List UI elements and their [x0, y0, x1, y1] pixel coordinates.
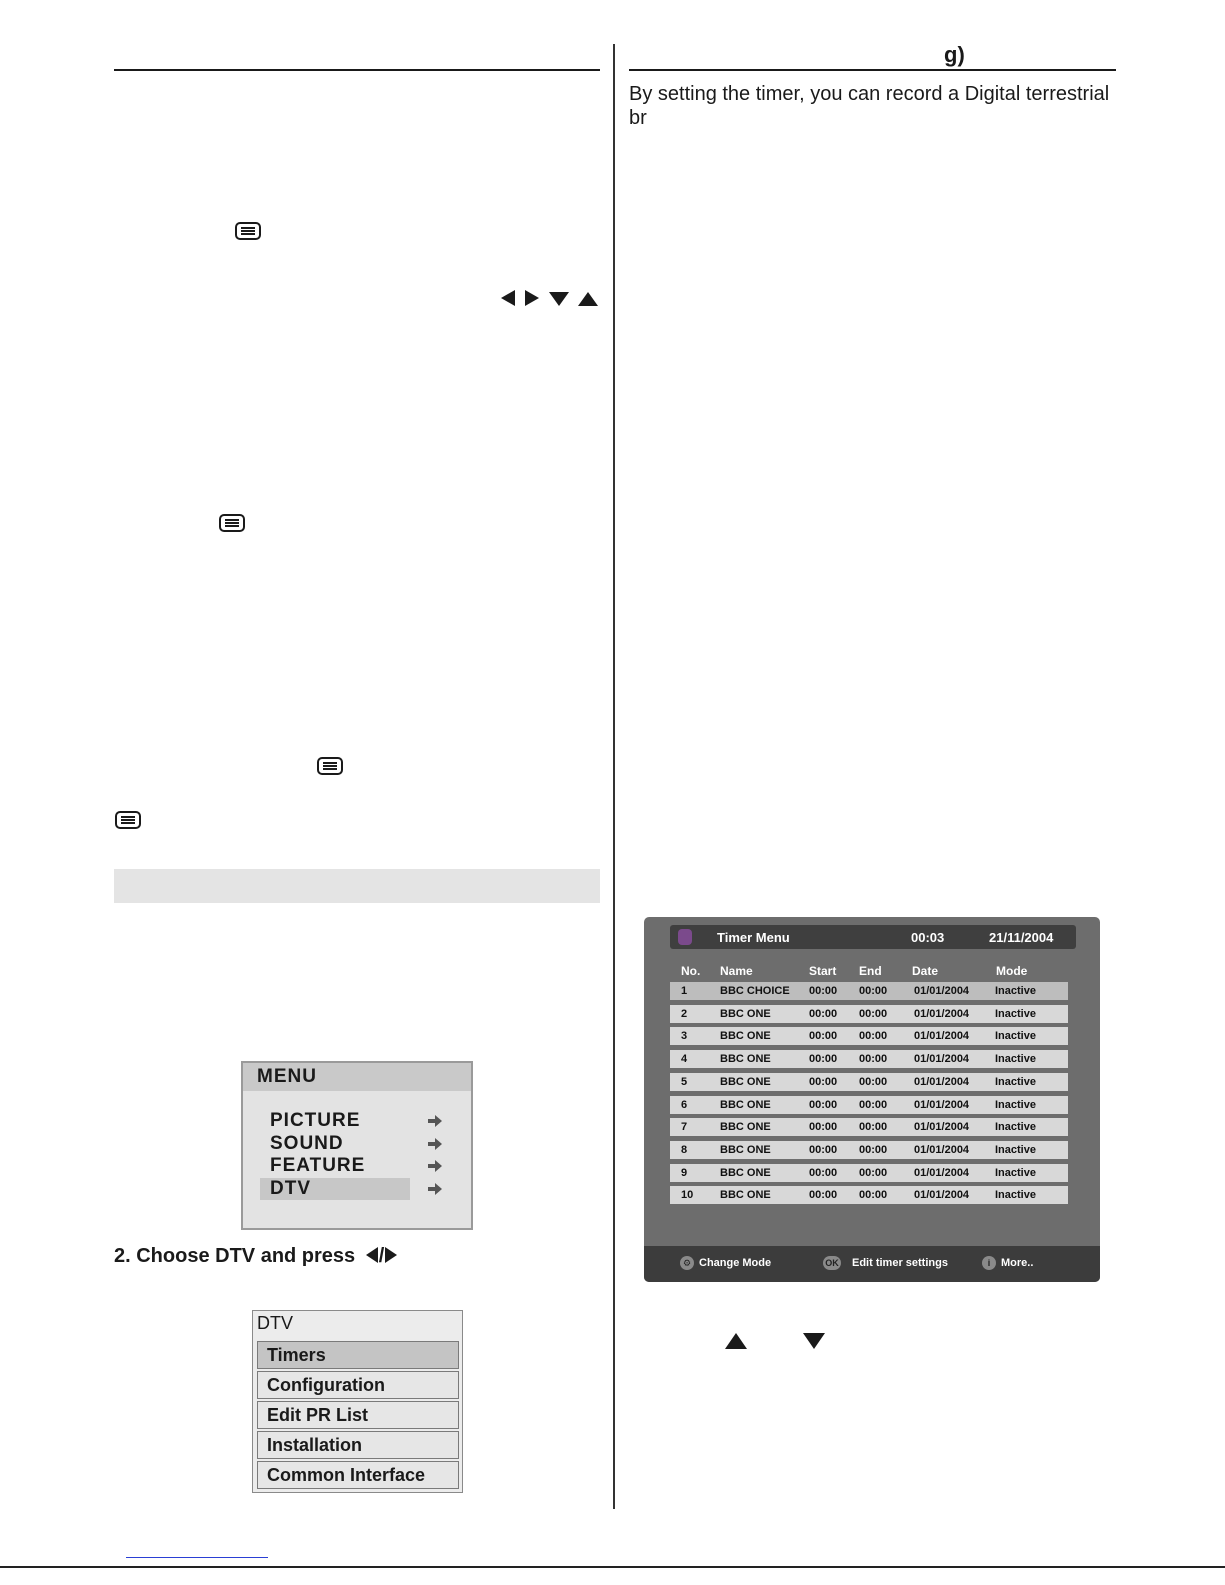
- timer-row[interactable]: [670, 1005, 1068, 1023]
- dtv-item-common-interface[interactable]: Common Interface: [257, 1461, 459, 1489]
- row-start: 00:00: [809, 1189, 838, 1202]
- footer-change-mode-label: Change Mode: [699, 1256, 772, 1269]
- row-name: BBC ONE: [720, 1121, 771, 1134]
- row-no: 6: [681, 1098, 688, 1111]
- menu-item-picture[interactable]: PICTURE: [270, 1110, 361, 1131]
- step-2-instruction: [114, 1245, 398, 1268]
- row-name: BBC ONE: [720, 1189, 771, 1202]
- row-start: 00:00: [809, 1053, 838, 1066]
- step-2-text: 2. Choose DTV and press: [114, 1245, 356, 1267]
- timer-row[interactable]: [670, 1164, 1068, 1182]
- row-date: 01/01/2004: [914, 1075, 970, 1088]
- timer-intro-text: By setting the timer, you can record a Digital terrestrial br: [629, 83, 1110, 129]
- row-mode: Inactive: [995, 1053, 1036, 1066]
- row-no: 1: [681, 985, 688, 997]
- row-date: 01/01/2004: [914, 1098, 970, 1111]
- timer-footer: [644, 1246, 1100, 1282]
- dtv-item-configuration[interactable]: Configuration: [257, 1371, 459, 1399]
- dtv-item-timers[interactable]: Timers: [257, 1341, 459, 1369]
- dtv-item-installation[interactable]: Installation: [257, 1431, 459, 1459]
- row-name: BBC ONE: [720, 1098, 771, 1111]
- row-no: 4: [681, 1053, 688, 1066]
- row-date: 01/01/2004: [914, 1030, 970, 1043]
- menu-item-sound[interactable]: SOUND: [270, 1133, 344, 1154]
- column-divider: [613, 44, 615, 1509]
- row-mode: Inactive: [995, 1121, 1036, 1134]
- page-bottom-rule: [0, 1566, 1225, 1568]
- arrow-right-icon: [384, 1246, 398, 1264]
- timer-row[interactable]: [670, 1096, 1068, 1114]
- timer-row[interactable]: [670, 1141, 1068, 1159]
- timer-clock: 00:03: [911, 930, 945, 945]
- section-band: [114, 869, 600, 903]
- footer-edit-timer[interactable]: [823, 1256, 948, 1270]
- arrow-right-icon: [525, 290, 539, 306]
- row-no: 5: [681, 1075, 688, 1088]
- timer-date: 21/11/2004: [989, 930, 1054, 945]
- row-date: 01/01/2004: [914, 1189, 970, 1202]
- timer-rows: [644, 982, 1100, 1212]
- row-mode: Inactive: [995, 1007, 1036, 1020]
- timer-row[interactable]: [670, 1073, 1068, 1091]
- row-start: 00:00: [809, 1166, 838, 1179]
- row-date: 01/01/2004: [914, 1166, 970, 1179]
- row-name: BBC ONE: [720, 1053, 771, 1066]
- row-end: 00:00: [859, 985, 888, 997]
- timer-title-bar: [670, 925, 1076, 949]
- row-date: 01/01/2004: [914, 1143, 970, 1156]
- dtv-menu: [252, 1310, 463, 1493]
- timer-menu-title: Timer Menu: [717, 930, 790, 945]
- row-date: 01/01/2004: [914, 985, 970, 997]
- row-mode: Inactive: [995, 1098, 1036, 1111]
- timer-row[interactable]: [670, 1186, 1068, 1204]
- arrow-left-icon: [365, 1246, 379, 1264]
- arrow-separator: /: [378, 1245, 385, 1267]
- section-heading-fragment: g): [944, 42, 965, 67]
- row-date: 01/01/2004: [914, 1053, 970, 1066]
- arrow-left-icon: [501, 290, 515, 306]
- menu-item-feature[interactable]: FEATURE: [270, 1155, 366, 1176]
- row-name: BBC ONE: [720, 1030, 771, 1043]
- row-name: BBC ONE: [720, 1143, 771, 1156]
- col-no: No.: [681, 964, 701, 978]
- col-start: Start: [809, 964, 837, 978]
- row-end: 00:00: [859, 1189, 888, 1202]
- row-mode: Inactive: [995, 1143, 1036, 1156]
- row-start: 00:00: [809, 985, 838, 997]
- row-start: 00:00: [809, 1007, 838, 1020]
- row-mode: Inactive: [995, 1189, 1036, 1202]
- teletext-icon: [235, 222, 261, 240]
- row-no: 2: [681, 1007, 688, 1020]
- dtv-menu-title: DTV: [257, 1313, 293, 1333]
- arrow-right-icon: [427, 1114, 443, 1128]
- menu-item-dtv[interactable]: DTV: [260, 1178, 410, 1200]
- timer-table-header: [644, 964, 1100, 980]
- footer-link-underline[interactable]: [126, 1557, 268, 1558]
- row-name: BBC CHOICE: [720, 985, 790, 997]
- footer-edit-timer-label: Edit timer settings: [852, 1256, 948, 1269]
- col-name: Name: [720, 964, 753, 978]
- footer-more[interactable]: [982, 1256, 1033, 1270]
- timer-row[interactable]: [670, 982, 1068, 1000]
- row-mode: Inactive: [995, 1075, 1036, 1088]
- row-no: 8: [681, 1143, 688, 1156]
- menu-title: MENU: [243, 1063, 471, 1091]
- settings-icon: ⚙: [680, 1256, 694, 1270]
- row-start: 00:00: [809, 1143, 838, 1156]
- row-date: 01/01/2004: [914, 1121, 970, 1134]
- ok-icon: OK: [823, 1256, 841, 1270]
- footer-change-mode[interactable]: [680, 1256, 771, 1270]
- arrow-up-icon: [725, 1333, 747, 1349]
- row-end: 00:00: [859, 1166, 888, 1179]
- dtv-item-edit-pr-list[interactable]: Edit PR List: [257, 1401, 459, 1429]
- timer-row[interactable]: [670, 1027, 1068, 1045]
- right-column-rule: [629, 69, 1116, 71]
- info-icon: i: [982, 1256, 996, 1270]
- row-mode: Inactive: [995, 1030, 1036, 1043]
- row-mode: Inactive: [995, 985, 1036, 997]
- row-mode: Inactive: [995, 1166, 1036, 1179]
- col-date: Date: [912, 964, 939, 978]
- main-menu: [241, 1061, 473, 1230]
- teletext-icon: [219, 514, 245, 532]
- col-mode: Mode: [996, 964, 1028, 978]
- row-end: 00:00: [859, 1053, 888, 1066]
- row-no: 7: [681, 1121, 688, 1134]
- navigation-arrows: [499, 289, 599, 307]
- footer-more-label: More..: [1001, 1256, 1034, 1269]
- row-start: 00:00: [809, 1121, 838, 1134]
- arrow-down-icon: [549, 292, 569, 306]
- row-no: 9: [681, 1166, 688, 1179]
- row-name: BBC ONE: [720, 1166, 771, 1179]
- row-start: 00:00: [809, 1030, 838, 1043]
- row-start: 00:00: [809, 1075, 838, 1088]
- row-no: 3: [681, 1030, 688, 1043]
- teletext-icon: [115, 811, 141, 829]
- row-name: BBC ONE: [720, 1075, 771, 1088]
- timer-menu-screen: [644, 917, 1100, 1282]
- row-name: BBC ONE: [720, 1007, 771, 1020]
- row-end: 00:00: [859, 1007, 888, 1020]
- row-start: 00:00: [809, 1098, 838, 1111]
- row-no: 10: [681, 1189, 694, 1202]
- row-date: 01/01/2004: [914, 1007, 970, 1020]
- row-end: 00:00: [859, 1075, 888, 1088]
- left-column-rule: [114, 69, 600, 71]
- arrow-up-icon: [578, 292, 598, 306]
- arrow-down-icon: [803, 1333, 825, 1349]
- col-end: End: [859, 964, 882, 978]
- teletext-icon: [317, 757, 343, 775]
- row-end: 00:00: [859, 1143, 888, 1156]
- timer-row[interactable]: [670, 1118, 1068, 1136]
- timer-logo-icon: [678, 929, 692, 945]
- timer-row[interactable]: [670, 1050, 1068, 1068]
- arrow-right-icon: [427, 1137, 443, 1151]
- arrow-right-icon: [427, 1159, 443, 1173]
- row-end: 00:00: [859, 1030, 888, 1043]
- row-end: 00:00: [859, 1121, 888, 1134]
- row-end: 00:00: [859, 1098, 888, 1111]
- arrow-right-icon: [427, 1182, 443, 1196]
